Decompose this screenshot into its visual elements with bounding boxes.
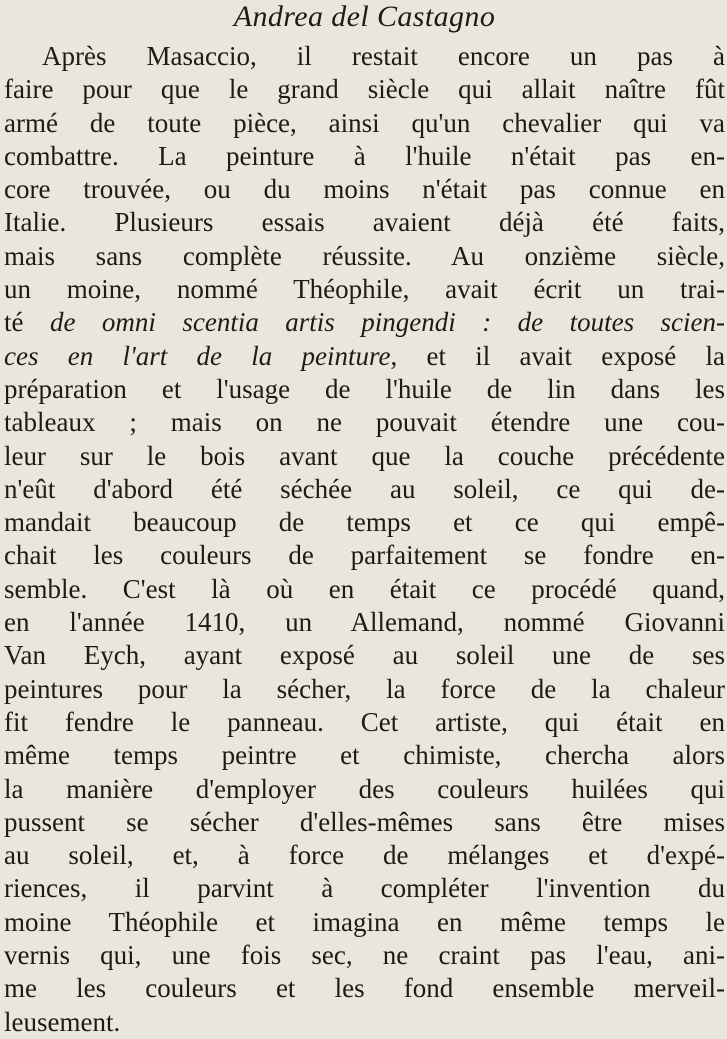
chapter-heading: Andrea del Castagno (233, 0, 496, 33)
body-text (4, 40, 725, 1039)
text-run: semble. C'est là où en était ce procédé quand, (4, 573, 725, 604)
text-line (4, 606, 725, 639)
text-run: me les couleurs et les fond ensemble merveil- (4, 973, 725, 1004)
text-line (4, 340, 725, 373)
text-run: préparation et l'usage de l'huile de lin dans les (4, 373, 725, 404)
text-run: fit fendre le panneau. Cet artiste, qui était en (4, 706, 725, 737)
text-line (4, 673, 725, 706)
text-line (4, 573, 725, 606)
text-line (4, 939, 725, 972)
text-line (4, 906, 725, 939)
text-run: chait les couleurs de parfaitement se fondre en- (4, 540, 725, 571)
text-line (4, 173, 725, 206)
text-line (4, 206, 725, 239)
text-run: Van Eych, ayant exposé au soleil une de ses (4, 640, 725, 671)
text-run: un moine, nommé Théophile, avait écrit un trai- (4, 274, 725, 305)
text-run: vernis qui, une fois sec, ne craint pas l'eau, ani- (4, 940, 725, 971)
text-run: au soleil, et, à force de mélanges et d'expé- (4, 840, 725, 871)
text-line (4, 972, 725, 1005)
text-run: leusement. (4, 1006, 121, 1037)
text-run: en l'année 1410, un Allemand, nommé Giovanni (4, 607, 725, 638)
text-run: , et il avait exposé la (390, 340, 725, 371)
text-line (4, 107, 725, 140)
text-run: riences, il parvint à compléter l'invention du (4, 873, 725, 904)
text-run: combattre. La peinture à l'huile n'était pas en- (4, 140, 725, 171)
text-run: Italie. Plusieurs essais avaient déjà été faits, (4, 207, 725, 238)
text-line (4, 506, 725, 539)
text-line (4, 806, 725, 839)
text-line (4, 872, 725, 905)
text-line (4, 839, 725, 872)
text-line (4, 706, 725, 739)
text-line (4, 739, 725, 772)
text-line (4, 273, 725, 306)
text-line (4, 539, 725, 572)
text-run: mandait beaucoup de temps et ce qui empê- (4, 507, 725, 538)
text-line (4, 373, 725, 406)
text-line (4, 773, 725, 806)
text-line (4, 140, 725, 173)
text-line (4, 473, 725, 506)
text-line (4, 1006, 725, 1039)
text-line (4, 406, 725, 439)
text-run: armé de toute pièce, ainsi qu'un chevalier qui va (4, 107, 725, 138)
text-run: peintures pour la sécher, la force de la chaleur (4, 673, 725, 704)
italic-text: de omni scentia artis pingendi : de toutes scien- (49, 307, 725, 338)
text-run: pussent se sécher d'elles-mêmes sans être mises (4, 806, 725, 837)
text-run: leur sur le bois avant que la couche précédente (4, 440, 725, 471)
text-run: moine Théophile et imagina en même temps le (4, 906, 725, 937)
text-line (4, 240, 725, 273)
italic-text: ces en l'art de la peinture (4, 340, 391, 371)
text-line (4, 306, 725, 339)
text-run: tableaux ; mais on ne pouvait étendre une cou- (4, 407, 725, 438)
text-run: Après Masaccio, il restait encore un pas à (42, 41, 725, 71)
text-line (4, 639, 725, 672)
text-run: n'eût d'abord été séchée au soleil, ce qui de- (4, 473, 725, 504)
text-line (4, 73, 725, 106)
text-run: la manière d'employer des couleurs huilées qui (4, 773, 725, 804)
text-run: même temps peintre et chimiste, chercha alors (4, 740, 725, 771)
text-run: faire pour que le grand siècle qui allait naître fût (4, 74, 725, 105)
text-run: té (4, 307, 50, 338)
text-run: mais sans complète réussite. Au onzième siècle, (4, 240, 725, 271)
text-line (4, 40, 725, 73)
text-line (4, 440, 725, 473)
text-run: core trouvée, ou du moins n'était pas connue en (4, 174, 725, 205)
